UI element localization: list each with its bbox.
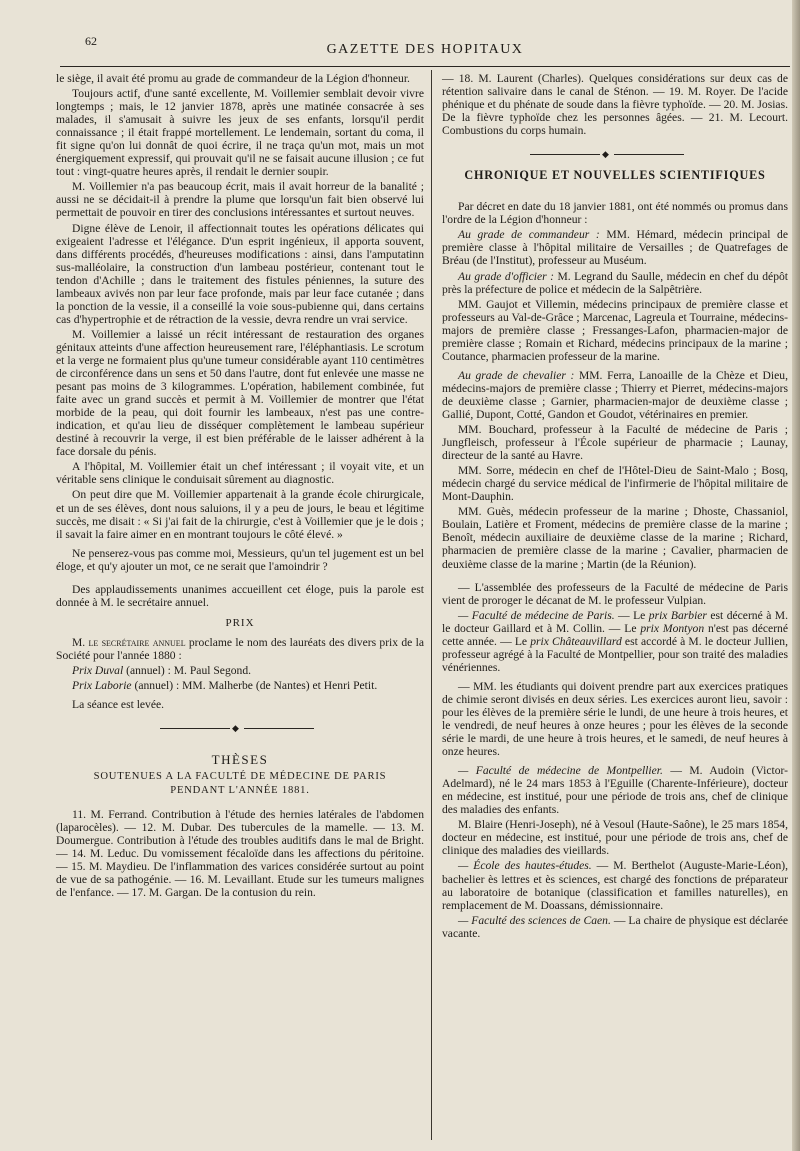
prix-duval-text: (annuel) : M. Paul Segond.: [123, 663, 252, 677]
paragraph: MM. Bouchard, professeur à la Faculté de médecine de Paris ; Jungfleisch, professeur à l'École supérieur de pharmacie ; Launay, directeur de la santé au Havre.: [442, 423, 788, 463]
paragraph-text: est décerné à M. le docteur Gaillard et à M. Collin. — Le: [442, 608, 788, 635]
paragraph: [442, 764, 788, 816]
section-ornament: [56, 723, 424, 733]
paragraph: [442, 609, 788, 674]
page-edge-shadow: [792, 0, 800, 1151]
ornament-line-right: [614, 154, 684, 155]
prix-laborie-label: Prix Laborie: [72, 679, 132, 693]
grade-label: Au grade d'officier :: [458, 269, 554, 283]
paragraph: Des applaudissements unanimes accueillent cet éloge, puis la parole est donnée à M. le secrétaire annuel.: [56, 582, 424, 609]
institution-label: — Faculté de médecine de Montpellier.: [458, 764, 663, 778]
paragraph: [442, 914, 788, 940]
paragraph: M. Blaire (Henri-Joseph), né à Vesoul (Haute-Saône), le 25 mars 1854, docteur en médecine, est institué, pour une période de trois ans, chef de clinique des maladies des vieillards.: [442, 818, 788, 858]
paragraph-text: M. Legrand du Saulle, médecin en chef du dépôt près la préfecture de police et médecin de la Salpêtrière.: [442, 269, 789, 296]
paragraph-text: MM. Ferra, Lanoaille de la Chèze et Dieu, médecins-majors de première classe ; Thierry et Pierret, médecins-majors de deuxième classe ; Garnier, pharmacien-major de deuxième classe ; Gallié, Dupont, Cotté, Gandon et Goudot, vétérinaires en premier.: [442, 368, 788, 421]
ornament-line-left: [530, 154, 600, 155]
prix-lead: M. le secrétaire annuel: [72, 635, 186, 649]
grade-label: Au grade de chevalier :: [458, 368, 575, 382]
grade-label: Au grade de commandeur :: [458, 228, 600, 242]
theses-subheading-line1: SOUTENUES A LA FACULTÉ DE MÉDECINE DE PARIS: [93, 771, 387, 783]
institution-label: — Faculté de médecine de Paris.: [458, 608, 615, 622]
theses-list: 11. M. Ferrand. Contribution à l'étude des hernies latérales de l'abdomen (laparocèles). — 12. M. Dubar. Des tubercules de la mamelle. — 13. M. Doumergue. Contribution à l'étude des troubles auditifs dans le mal de Bright. — 14. M. Leduc. Du vomissement fécaloïde dans les affections du péritoine. — 15. M. Maydieu. De l'inflammation des varices considérée surtout au point de vue de sa pathogénie. — 16. M. Levaillant. Etude sur les tumeurs malignes de l'enfance. — 17. M. Gargan. De la contusion du rein.: [56, 808, 424, 900]
paragraph: [442, 228, 788, 267]
ornament-diamond: ◆: [602, 149, 609, 160]
paragraph: — MM. les étudiants qui doivent prendre part aux exercices pratiques de chimie seront divisés en deux séries. Les exercices auront lieu, savoir : pour les élèves de la première série le lundi, de une heure à trois heures, et le vendredi, de neuf heures à onze heures ; pour les élèves de la seconde série le mardi, de une heure à trois heures, et le samedi, de neuf heures à onze heures.: [442, 679, 788, 759]
paragraph: Toujours actif, d'une santé excellente, M. Voillemier semblait devoir vivre longtemps ; mais, le 12 janvier 1878, après une matinée consacrée à ses malades, il s'amusait à suivre les jeux de ses enfants, lorsqu'il perdit connaissance ; il était frappé mortellement. Le lendemain, sortant du coma, il fit signe qu'on lui donnât de quoi écrire, il ne traça qu'un mot, mais un mot énergiquement expressif, qui prouvait qu'il ne se faisait aucune illusion ; ce fut tout : vingt-quatre heures après, il rendait le dernier soupir.: [56, 87, 424, 179]
header-rule: [60, 66, 790, 67]
page-header: [60, 30, 790, 70]
paragraph: le siège, il avait été promu au grade de commandeur de la Légion d'honneur.: [56, 72, 410, 85]
column-divider: [431, 70, 432, 1140]
paragraph: On peut dire que M. Voillemier appartenait à la grande école chirurgicale, et un de ses élèves, dont nous saluions, il y a peu de jours, le beau et légitime succès, me disait : « Si j'ai fait de la chirurgie, c'est à Voillemier que je le dois ; il savait la faire aimer en en montrant toujours le côté élevé. »: [56, 488, 424, 541]
theses-continued: — 18. M. Laurent (Charles). Quelques considérations sur deux cas de rétention salivaire dans le canal de Sténon. — 19. M. Royer. De l'acide phénique et du phénate de soude dans la fièvre typhoïde. — 20. M. Josias. De la fièvre typhoïde chez les personnes âgées. — 21. M. Lecourt. Combustions du corps humain.: [442, 72, 788, 138]
ornament-line-right: [244, 728, 314, 729]
paragraph: MM. Sorre, médecin en chef de l'Hôtel-Dieu de Saint-Malo ; Bosq, médecin chargé du service médical de l'infirmerie de l'hôpital militaire de Mont-Dauphin.: [442, 464, 788, 504]
paragraph-text: est accordé à M. le docteur Jullien, professeur agrégé à la Faculté de Montpellier, pour son traité des maladies vénériennes.: [442, 634, 788, 674]
prix-duval-label: Prix Duval: [72, 663, 124, 677]
prix-laborie-text: (annuel) : MM. Malherbe (de Nantes) et Henri Petit.: [131, 679, 378, 693]
prix-text: proclame le nom des lauréats des divers prix de la Société pour l'année 1880 :: [56, 635, 424, 662]
right-column: [442, 72, 788, 942]
prix-heading: PRIX: [225, 616, 255, 629]
prize-name: prix Barbier: [648, 608, 707, 622]
institution-label: — Faculté des sciences de Caen.: [458, 913, 611, 927]
paragraph: M. Voillemier a laissé un récit intéressant de restauration des organes génitaux atteints d'une affection heureusement rare, l'éléphantiasis. Le scrotum et la verge ne formaient plus qu'une tumeur considérable ayant 110 centimètres de circonférence dans un sens et 50 dans l'autre, dont fut enlevée une masse ne pesant pas moins de 3 kilogrammes. L'opération, habilement combinée, fut faite avec un grand succès et permit à M. Voillemier de montrer que l'état morbide de la peau, qui doit fournir les lambeaux, n'est pas une contre-indication, et qu'au lieu de disséquer complètement le lambeau supérieur destiné à recouvrir la verge, il est bien préférable de le laisser adhérent à la face dorsale du pénis.: [56, 327, 424, 459]
ornament-diamond: ◆: [232, 723, 239, 734]
chronique-heading: CHRONIQUE ET NOUVELLES SCIENTIFIQUES: [464, 168, 766, 183]
paragraph: Digne élève de Lenoir, il affectionnait toutes les opérations délicates qui exigeaient l'adresse et l'élégance. D'un esprit ingénieux, il apporta souvent, dans différents procédés, d'heureuses modifications : ainsi, dans l'amputatinn sus-malléolaire, la construction d'un lambeau postérieur, contenant tout le tendon d'Achille ; dans le traitement des fistules péniennes, la suture des lambeaux avivés non par leur face profonde, mais par leur face cutanée ; dans la ponction de la vessie, il a conseillé la voie sous-pubienne qui, dans certains cas d'hypertrophie et de rétraction de la vessie, devra rendre un vrai service.: [56, 221, 424, 326]
prix-laborie: [56, 679, 424, 692]
prix-duval: [56, 664, 424, 677]
paragraph: Ne penserez-vous pas comme moi, Messieurs, qu'un tel jugement est un bel éloge, et qu'y ajouter un mot, ce ne serait que l'amoindrir ?: [56, 546, 424, 573]
seance-closing: La séance est levée.: [72, 698, 165, 712]
paragraph-text: — La chaire de physique est déclarée vacante.: [442, 913, 788, 940]
paragraph: — L'assemblée des professeurs de la Faculté de médecine de Paris vient de proroger le décanat de M. le professeur Vulpian.: [442, 580, 788, 607]
paragraph: Par décret en date du 18 janvier 1881, ont été nommés ou promus dans l'ordre de la Légion d'honneur :: [442, 200, 788, 227]
page-number: 62: [85, 34, 97, 48]
paragraph: MM. Gaujot et Villemin, médecins principaux de première classe et professeurs au Val-de-Grâce ; Marcenac, Lagreula et Tourraine, médecins-majors de première classe ; Fressanges-Lafon, pharmacien-major de première classe ; Romain et Richard, médecins principaux de la marine ; Coutance, pharmacien professeur de la marine.: [442, 297, 788, 363]
paragraph-text: — M. Berthelot (Auguste-Marie-Léon), bachelier ès lettres et ès sciences, est chargé des fonctions de préparateur au laboratoire de botanique (classification et familles naturelles), en remplacement de M. Doassans, démissionnaire.: [442, 859, 788, 912]
prize-name: prix Montyon: [640, 621, 705, 635]
paragraph: [442, 369, 788, 421]
paragraph: [442, 270, 788, 296]
left-column: [56, 72, 424, 901]
ornament-line-left: [160, 728, 230, 729]
paragraph: M. Voillemier n'a pas beaucoup écrit, mais il avait horreur de la banalité ; aussi ne se décidait-il à prendre la plume que lorsqu'un fait bien observé lui permettait de pouvoir en tirer des conclusions intéressantes et surtout neuves.: [56, 180, 424, 220]
paragraph: A l'hôpital, M. Voillemier était un chef intéressant ; il voyait vite, et un véritable sens clinique le conduisait sûrement au diagnostic.: [56, 460, 424, 487]
paragraph-text: MM. Hémard, médecin principal de première classe à l'hôpital militaire de Versailles ; de Quatrefages de Bréau (de l'Institut), professeur au Muséum.: [442, 228, 788, 268]
prix-paragraph: [56, 636, 424, 662]
theses-subheading-line2: PENDANT L'ANNÉE 1881.: [170, 785, 310, 797]
paragraph: [442, 859, 788, 911]
section-ornament: [442, 149, 788, 159]
prize-name: prix Châteauvillard: [530, 634, 622, 648]
paragraph: MM. Guès, médecin professeur de la marine ; Dhoste, Chassaniol, Boulain, Latière et Froment, médecins de première classe de la marine ; Benoît, médecin auxiliaire de deuxième classe de la marine ; Richard, pharmacien de première classe de la marine ; Cavalier, pharmacien de deuxième classe de la marine ; Martin (de la Réunion).: [442, 505, 788, 571]
theses-subheading: [56, 770, 424, 798]
theses-heading: THÈSES: [211, 752, 269, 768]
paragraph-text: — M. Audoin (Victor-Adelmard), né le 24 mars 1853 à l'Eguille (Charente-Inférieure), docteur en médecine, est institué, pour une période de trois ans, chef de clinique des maladies des enfants.: [442, 764, 788, 817]
institution-label: — École des hautes-études.: [458, 859, 592, 873]
paragraph-text: — Le: [614, 608, 649, 622]
paragraph-text: n'est pas décerné cette année. — Le: [442, 621, 789, 648]
running-title: GAZETTE DES HOPITAUX: [326, 42, 524, 57]
